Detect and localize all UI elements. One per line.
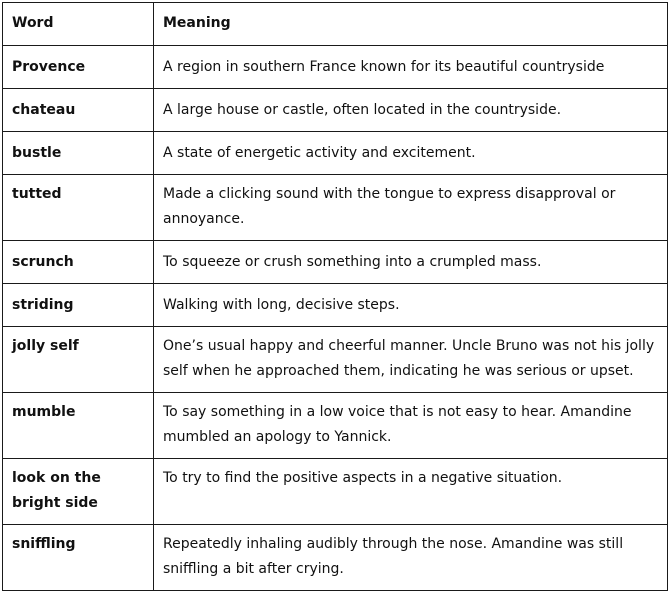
table-row [3, 175, 668, 241]
word-cell: look on the bright side [3, 459, 154, 525]
meaning-cell: A state of energetic activity and excitement. [154, 132, 668, 175]
word-cell: sniffling [3, 525, 154, 591]
word-cell: jolly self [3, 327, 154, 393]
meaning-cell: Walking with long, decisive steps. [154, 284, 668, 327]
meaning-cell: Repeatedly inhaling audibly through the nose. Amandine was still sniffling a bit after crying. [154, 525, 668, 591]
table-header-row [3, 3, 668, 46]
table-row [3, 241, 668, 284]
word-cell: mumble [3, 393, 154, 459]
table-row [3, 284, 668, 327]
word-cell: scrunch [3, 241, 154, 284]
table-row [3, 327, 668, 393]
table-row [3, 46, 668, 89]
meaning-cell: A region in southern France known for its beautiful countryside [154, 46, 668, 89]
meaning-cell: A large house or castle, often located in the countryside. [154, 89, 668, 132]
table-row [3, 525, 668, 591]
word-cell: tutted [3, 175, 154, 241]
meaning-cell: To say something in a low voice that is not easy to hear. Amandine mumbled an apology to Yannick. [154, 393, 668, 459]
table-row [3, 132, 668, 175]
word-cell: chateau [3, 89, 154, 132]
word-cell: striding [3, 284, 154, 327]
word-cell: bustle [3, 132, 154, 175]
header-word: Word [3, 3, 154, 46]
meaning-cell: To squeeze or crush something into a crumpled mass. [154, 241, 668, 284]
meaning-cell: One’s usual happy and cheerful manner. Uncle Bruno was not his jolly self when he approached them, indicating he was serious or upset. [154, 327, 668, 393]
table-row [3, 393, 668, 459]
vocabulary-table [2, 2, 668, 591]
meaning-cell: Made a clicking sound with the tongue to express disapproval or annoyance. [154, 175, 668, 241]
table-row [3, 89, 668, 132]
header-meaning: Meaning [154, 3, 668, 46]
word-cell: Provence [3, 46, 154, 89]
table-row [3, 459, 668, 525]
meaning-cell: To try to find the positive aspects in a negative situation. [154, 459, 668, 525]
